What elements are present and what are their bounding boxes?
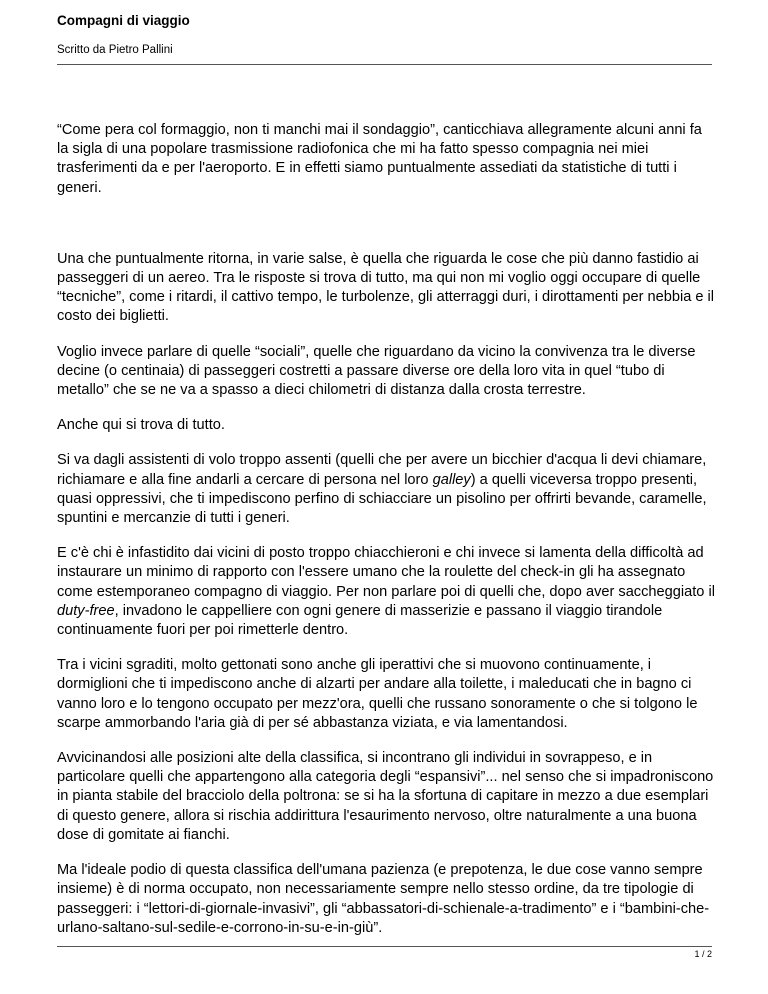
paragraph-7: Tra i vicini sgraditi, molto gettonati sono anche gli iperattivi che si muovono continuamente, i dormiglioni che ti impediscono anche di alzarti per andare alla toilette, i maleducati che in bagno ci vanno loro e lo tengono occupato per mezz'ora, quelli che russano sonoramente o che si tolgono le scarpe ammorbando l'aria già di per sé abbastanza viziata, e via lamentandosi. <box>57 657 698 731</box>
paragraph-6-text-b: , invadono le cappelliere con ogni genere di masserizie e passano il viaggio tirandole continuamente fuori per poi rimetterle dentro. <box>57 602 663 639</box>
header-divider <box>57 64 712 65</box>
galley-term: galley <box>432 471 471 488</box>
paragraph-5-text-a: Si va dagli assistenti di volo troppo assenti (quelli che per avere un bicchier d'acqua li devi chiamare, richiamare e alla fine andarli a cercare di persona nel loro <box>57 452 707 488</box>
paragraph-6 <box>57 544 717 640</box>
paragraph-2: Una che puntualmente ritorna, in varie salse, è quella che riguarda le cose che più danno fastidio ai passeggeri di un aereo. Tra le risposte si trova di tutto, ma qui non mi voglio oggi occupare di quelle “tecniche”, come i ritardi, il cattivo tempo, le turbolenze, gli atterraggi duri, i dirottamenti per nebbia e il costo dei biglietti. <box>57 250 715 325</box>
article-body <box>57 121 717 954</box>
paragraph-5-text-b: ) a quelli viceversa troppo presenti, quasi oppressivi, che ti impediscono perfino di schiacciare un pisolino per offrirti bevande, caramelle, spuntini e mercanzie di tutti i generi. <box>57 471 707 527</box>
footer-divider <box>57 946 712 947</box>
page-number: 1 / 2 <box>694 949 712 959</box>
paragraph-1: “Come pera col formaggio, non ti manchi mai il sondaggio”, canticchiava allegramente alcuni anni fa la sigla di una popolare trasmissione radiofonica che mi ha fatto spesso compagnia nei miei trasferimenti da e per l'aeroporto. E in effetti siamo puntualmente assediati da statistiche di tutti i generi. <box>57 122 702 196</box>
paragraph-3: Voglio invece parlare di quelle “sociali”, quelle che riguardano da vicino la convivenza tra le diverse decine (o centinaia) di passeggeri costretti a passare diverse ore della loro vita in quel “tubo di metallo” che se ne va a spasso a dieci chilometri di distanza dalla crosta terrestre. <box>57 343 696 399</box>
paragraph-9: Ma l'ideale podio di questa classifica dell'umana pazienza (e prepotenza, le due cose vanno sempre insieme) è di norma occupato, non necessariamente sempre nello stesso ordine, da tre tipologie di passeggeri: i “lettori-di-giornale-invasivi”, gli “abbassatori-di-schienale-a-tradimento” e i “bambini-che-urlano-saltano-sul-sedile-e-corrono-in-su-e-in-giù”. <box>57 862 710 936</box>
article-title: Compagni di viaggio <box>57 13 190 28</box>
paragraph-5 <box>57 451 717 528</box>
paragraph-8: Avvicinandosi alle posizioni alte della classifica, si incontrano gli individui in sovrappeso, e in particolare quelli che appartengono alla categoria degli “espansivi”... nel senso che si impadroniscono in pianta stabile del bracciolo della poltrona: se si ha la sfortuna di capitare in mezzo a due esemplari di questo genere, allora si rischia addirittura l'esaurimento nervoso, oltre naturalmente a una buona dose di gomitate ai fianchi. <box>57 750 714 843</box>
paragraph-6-text-a: E c'è chi è infastidito dai vicini di posto troppo chiacchieroni e chi invece si lamenta della difficoltà ad instaurare un minimo di rapporto con l'essere umano che la roulette del check-in gli ha assegnato come estemporaneo compagno di viaggio. Per non parlare poi di quelli che, dopo aver saccheggiato il <box>57 545 715 600</box>
paragraph-4: Anche qui si trova di tutto. <box>57 417 225 434</box>
article-byline: Scritto da Pietro Pallini <box>57 44 173 56</box>
page-header <box>57 12 712 58</box>
duty-free-term: duty-free <box>57 602 115 619</box>
